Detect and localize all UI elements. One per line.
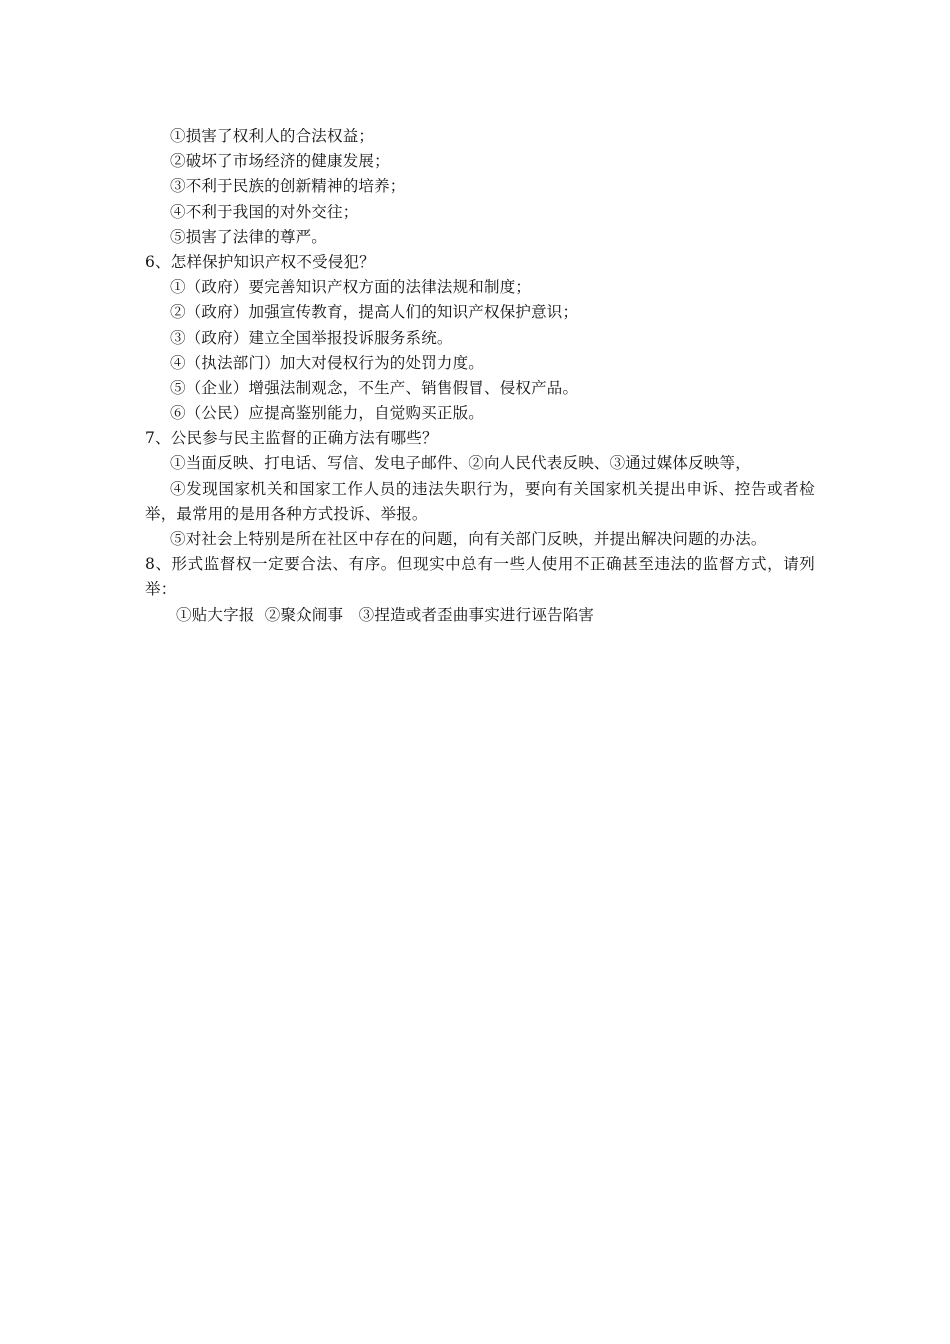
list-item: ⑤（企业）增强法制观念，不生产、销售假冒、侵权产品。 [170,378,579,397]
list-item: ①损害了权利人的合法权益； [170,127,375,145]
list-item: ④（执法部门）加大对侵权行为的处罚力度。 [170,353,485,372]
question-8: 8、形式监督权一定要合法、有序。但现实中总有一些人使用不正确甚至违法的监督方式，请列举： [145,555,815,599]
list-item: ①当面反映、打电话、写信、发电子邮件、②向人民代表反映、③通过媒体反映等， [170,454,751,473]
list-item-paragraph: ④发现国家机关和国家工作人员的违法失职行为，要向有关国家机关提出申诉、控告或者检举，最常用的是用各种方式投诉、举报。 [145,479,815,523]
list-item: ③（政府）建立全国举报投诉服务系统。 [170,328,453,347]
document-body [145,124,815,628]
list-item: ⑤对社会上特别是所在社区中存在的问题，向有关部门反映，并提出解决问题的办法。 [170,530,767,549]
list-item: ⑤损害了法律的尊严。 [170,227,328,246]
list-item: ①（政府）要完善知识产权方面的法律法规和制度； [170,278,532,297]
question-7: 7、公民参与民主监督的正确方法有哪些？ [145,429,438,448]
list-item: ③不利于民族的创新精神的培养； [170,177,406,196]
list-item: ②（政府）加强宣传教育，提高人们的知识产权保护意识； [170,303,579,322]
answer-8: ①贴大字报 ②聚众闹事 ③捏造或者歪曲事实进行诬告陷害 [176,605,595,624]
list-item: ④不利于我国的对外交往； [170,202,359,221]
list-item: ②破坏了市场经济的健康发展； [170,152,390,171]
question-6: 6、怎样保护知识产权不受侵犯？ [145,252,375,271]
list-item: ⑥（公民）应提高鉴别能力，自觉购买正版。 [170,404,485,423]
